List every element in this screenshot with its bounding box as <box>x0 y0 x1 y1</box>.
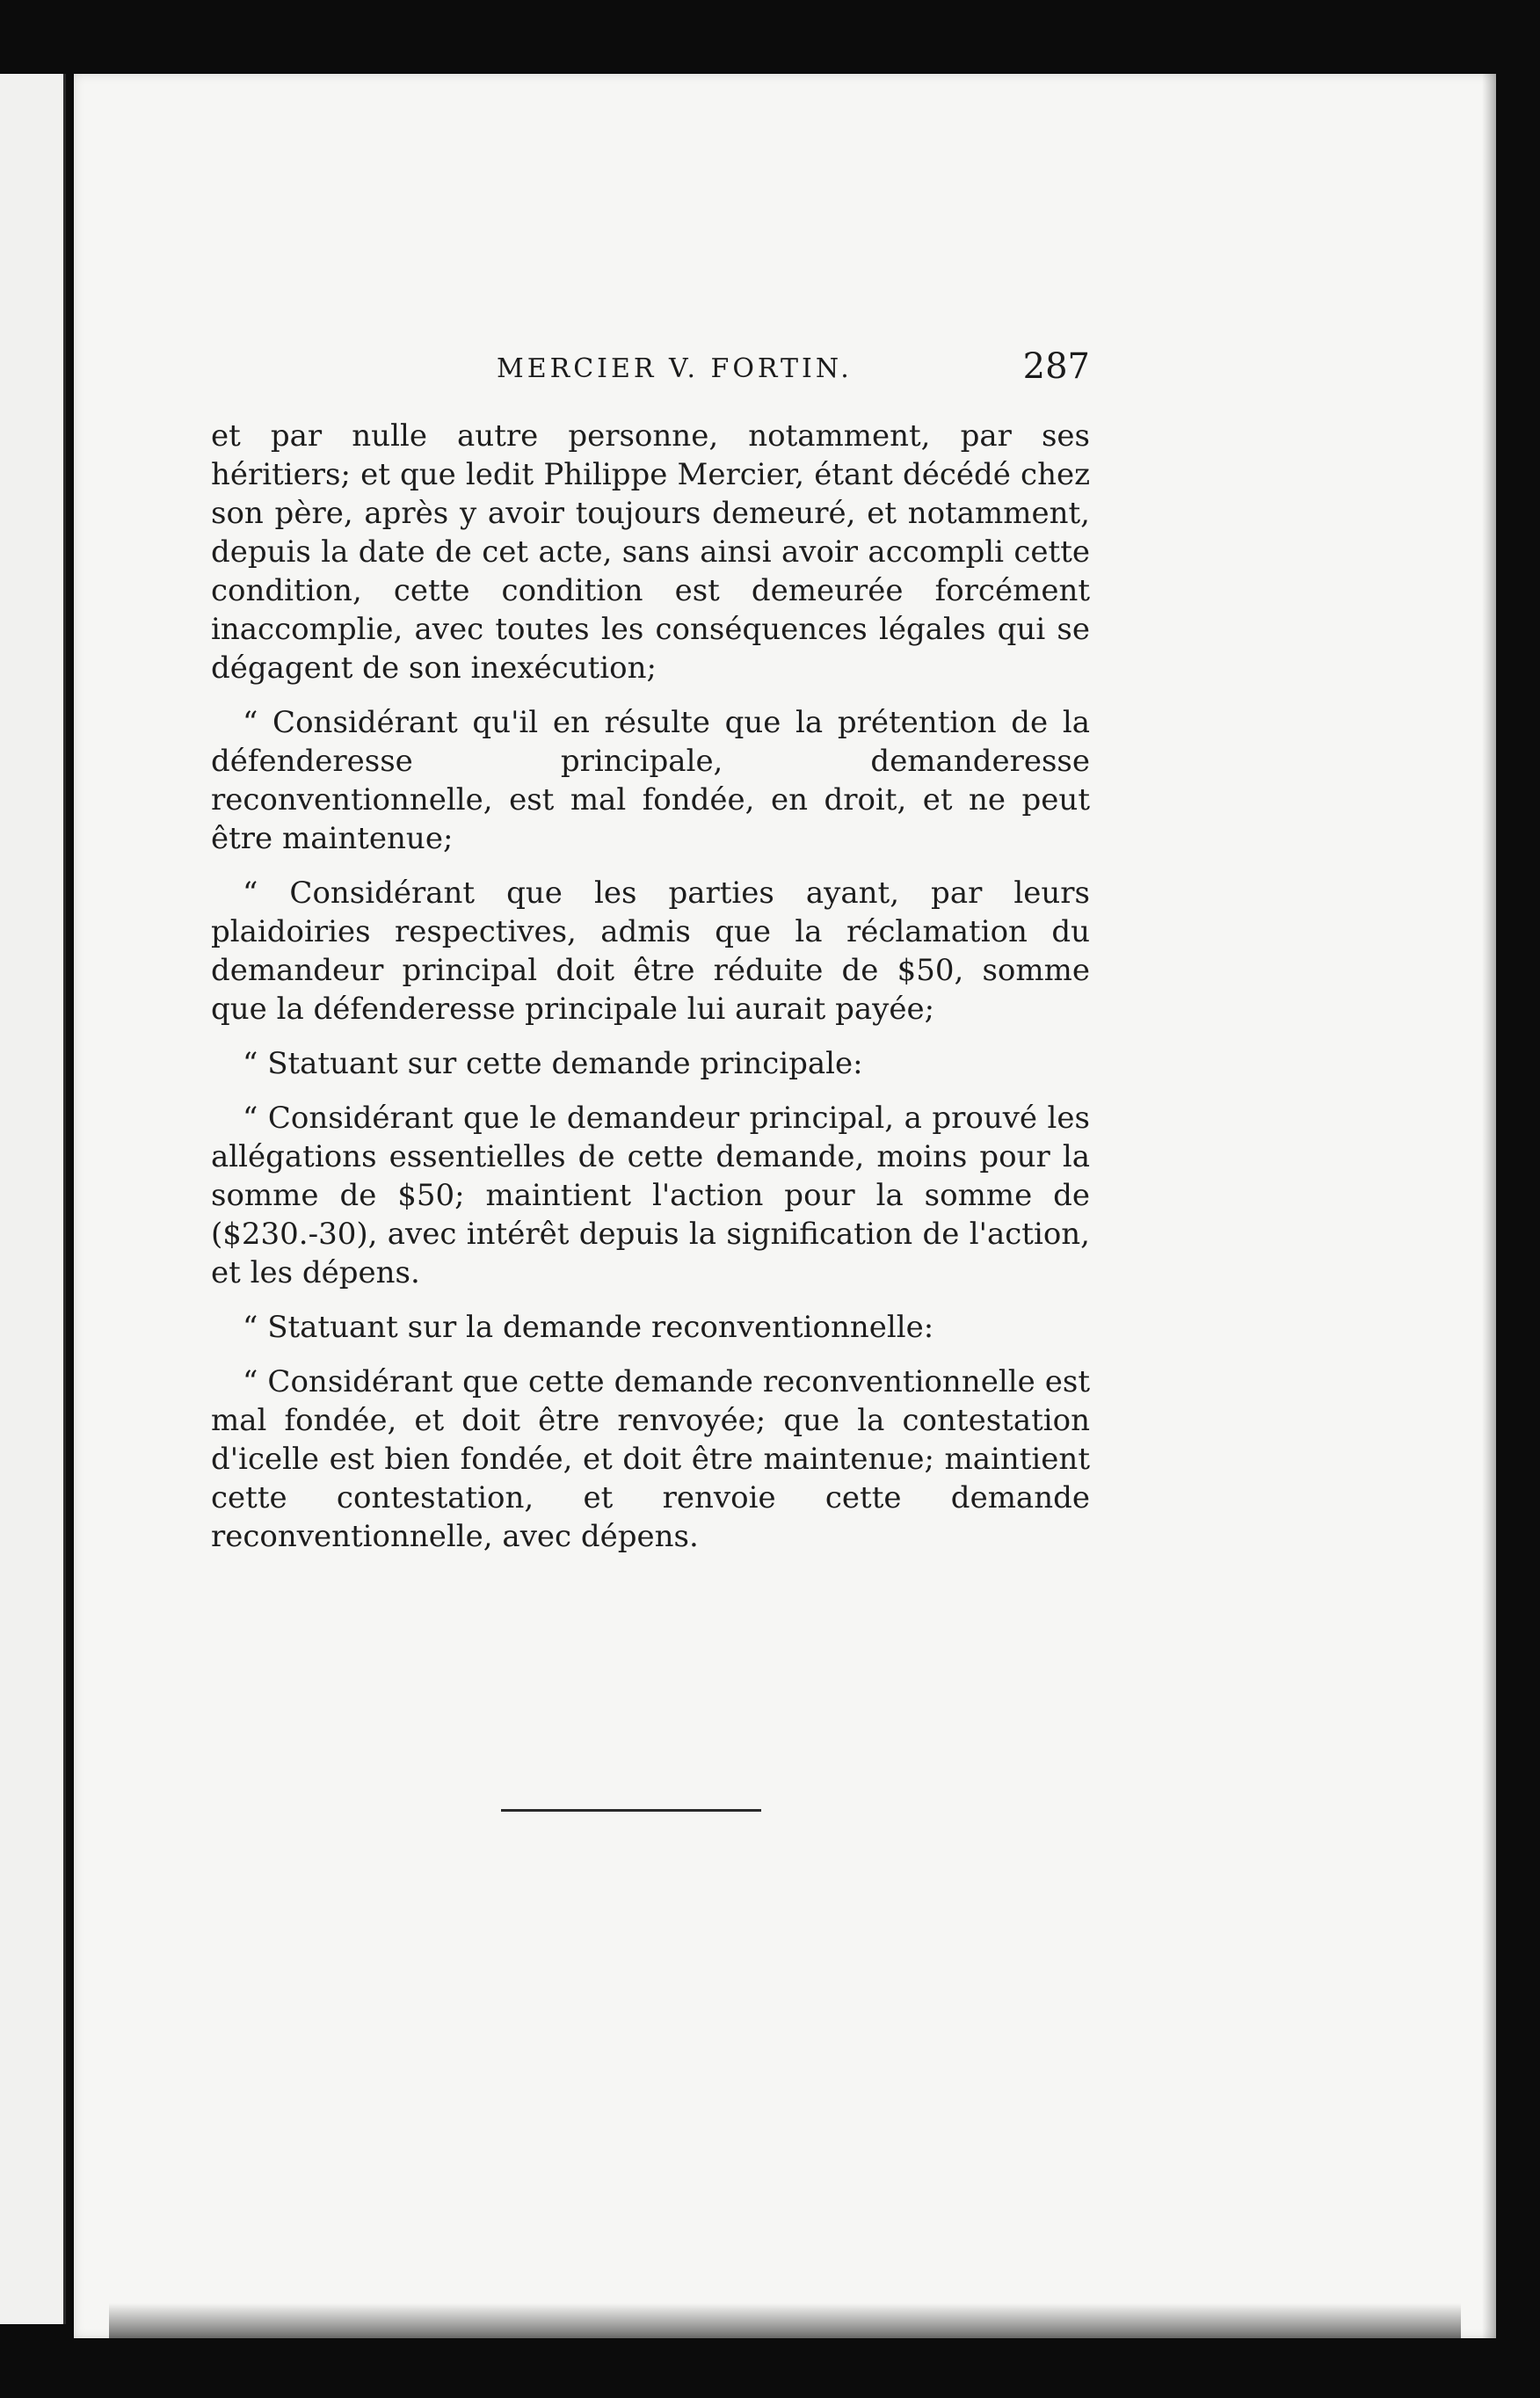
body-text <box>211 417 1090 1572</box>
paragraph-considerant-renvoi: “ Considérant que cette demande reconventionnelle est mal fondée, et doit être renvoyée; que la contestation d'icelle est bien fondée, et doit être maintenue; maintient cette contestation, et renvoie cette demande reconventionnelle, avec dépens. <box>211 1364 1090 1554</box>
paragraph-statuant-principale: “ Statuant sur cette demande principale: <box>243 1046 863 1081</box>
paragraph-statuant-reconventionnelle: “ Statuant sur la demande reconventionnelle: <box>243 1310 934 1345</box>
paragraph-considerant-parties: “ Considérant que les parties ayant, par leurs plaidoiries respectives, admis que la réclamation du demandeur principal doit être réduite de $50, somme que la défenderesse principale lui aurait payée; <box>211 876 1090 1027</box>
paragraph-continuation: et par nulle autre personne, notamment, par ses héritiers; et que ledit Philippe Mercier, étant décédé chez son père, après y avoir toujours demeuré, et notamment, depuis la date de cet acte, sans ainsi avoir accompli cette condition, cette condition est demeurée forcément inaccomplie, avec toutes les conséquences légales qui se dégagent de son inexécution; <box>211 418 1090 686</box>
page-number: 287 <box>1022 346 1090 387</box>
paragraph-considerant-demandeur: “ Considérant que le demandeur principal, a prouvé les allégations essentielles de cette demande, moins pour la somme de $50; maintient l'action pour la somme de ($230.-30), avec intérêt depuis la signification de l'action, et les dépens. <box>211 1101 1090 1290</box>
running-title: MERCIER V. FORTIN. <box>497 353 853 384</box>
running-head <box>422 346 1090 399</box>
end-rule <box>501 1809 761 1812</box>
previous-page-edge <box>0 74 66 2324</box>
page-edge-shadow <box>1482 74 1496 2338</box>
paragraph-considerant-pretention: “ Considérant qu'il en résulte que la prétention de la défenderesse principale, demanderesse reconventionnelle, est mal fondée, en droit, et ne peut être maintenue; <box>211 705 1090 856</box>
page-bottom-shadow <box>109 2303 1461 2338</box>
